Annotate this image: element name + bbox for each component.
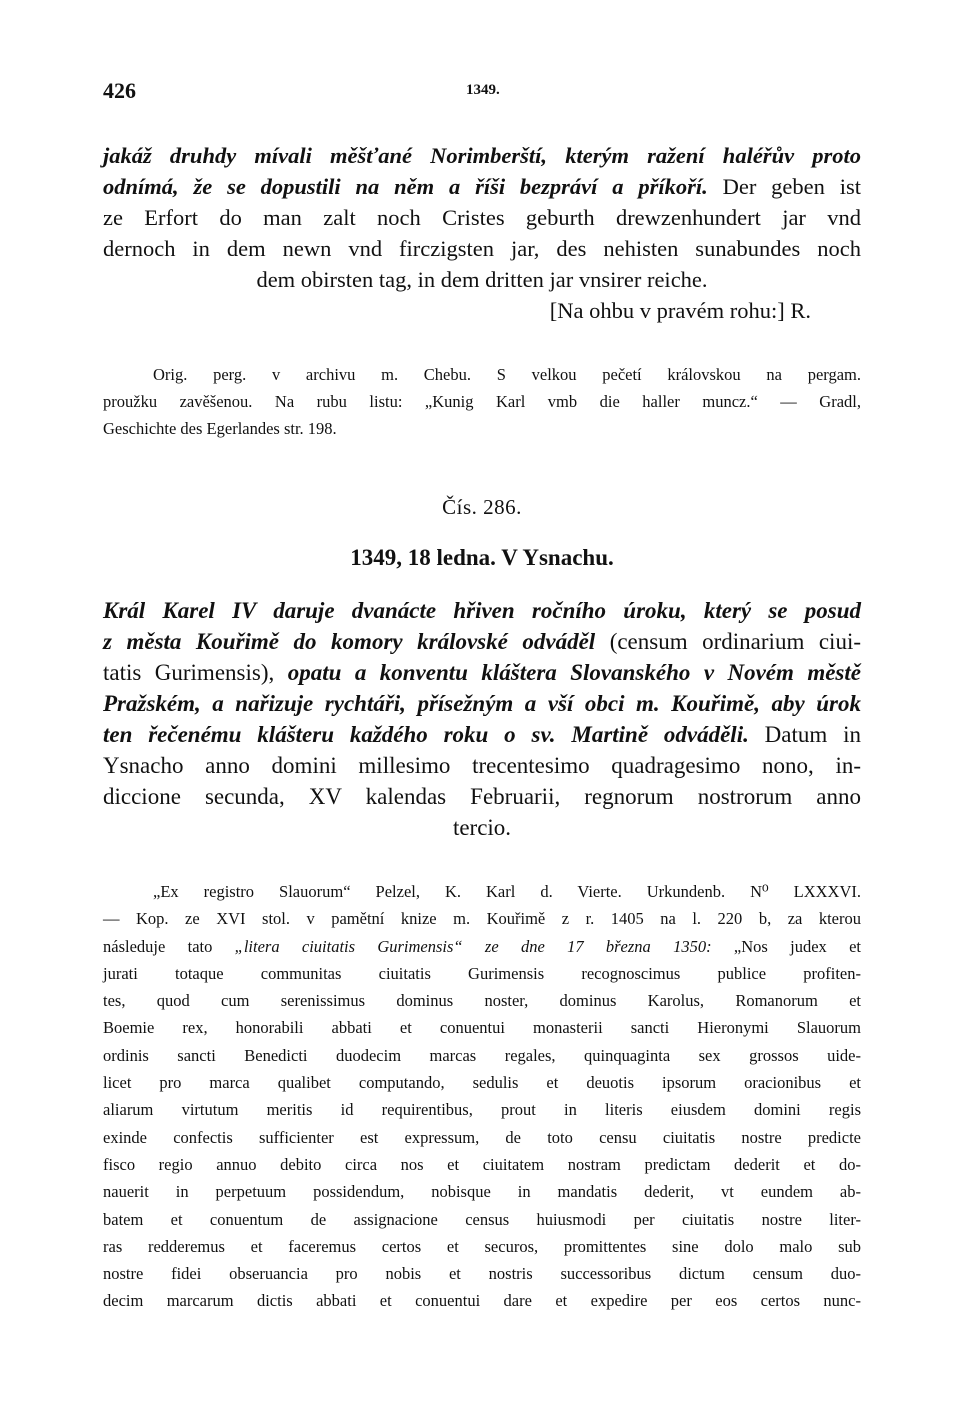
note-line: exinde confectis sufficienter est expressum, de toto censu ciuitatis nostre predicte [103, 1127, 861, 1147]
endorsement-note: [Na ohbu v pravém rohu:] R. [549, 298, 811, 323]
note-fragment: následuje tato [103, 936, 235, 956]
previous-document-ending [103, 140, 861, 326]
regest-italic-fragment: z města Kouřimě do komory královské odváděl [103, 629, 596, 654]
document-number: Čís. 286. [442, 495, 522, 519]
note-line: nauerit in perpetuum possidendum, nobisque in mandatis dederit, vt eundem ab- [103, 1182, 861, 1202]
regest-latin-fragment: (censum ordinarium ciui- [595, 629, 862, 654]
text-line: jakáž druhdy mívali měšťané Norimberští, kterým ražení haléřův proto [103, 143, 861, 168]
note-line: fisco regio annuo debito circa nos et ciuitatem nostram predictam dederit et do- [103, 1154, 861, 1174]
note-line: Orig. perg. v archivu m. Chebu. S velkou pečetí královskou na pergam. [153, 365, 861, 384]
text-line: dem obirsten tag, in dem dritten jar vnsirer reiche. [256, 267, 708, 292]
note-line: „Ex registro Slauorum“ Pelzel, K. Karl d. Vierte. Urkundenb. N⁰ LXXXVI. [153, 882, 861, 901]
note-line: ras redderemus et faceremus certos et securos, promittentes sine dolo malo sub [103, 1236, 861, 1256]
regest-italic-fragment: ten řečenému klášteru každého roku o sv. Martině odváděli. [103, 722, 749, 747]
note-line: ordinis sancti Benedicti duodecim marcas regales, quinquaginta sex grossos uide- [103, 1045, 861, 1065]
regest-latin-fragment: Datum in [748, 722, 861, 747]
note-italic-fragment: „litera ciuitatis Gurimensis“ ze dne 17 března 1350: [234, 936, 712, 956]
note-line: tes, quod cum serenissimus dominus noster, dominus Karolus, Romanorum et [103, 991, 861, 1011]
document-regest [103, 595, 861, 843]
note-line: proužku zavěšenou. Na rubu listu: „Kunig Karl vmb die haller muncz.“ — Gradl, [103, 392, 861, 411]
note-line: Boemie rex, honorabili abbati et conuentui monasterii sancti Hieronymi Slauorum [103, 1018, 861, 1038]
note-line: Geschichte des Egerlandes str. 198. [103, 419, 337, 438]
regest-line: tercio. [452, 815, 512, 840]
note-fragment: „Nos judex et [711, 936, 861, 956]
note-line: decim marcarum dictis abbati et conuentui dare et expedire per eos certos nunc- [103, 1291, 861, 1311]
czech-summary-fragment: odnímá, že se dopustili na něm a říši bezpráví a příkoří. [103, 174, 708, 199]
running-year: 1349. [466, 82, 500, 98]
note-line: jurati totaque communitas ciuitatis Gurimensis recognoscimus publice profiten- [103, 963, 861, 983]
regest-line [103, 626, 861, 657]
german-text-fragment: Der geben ist [707, 174, 861, 199]
note-line: — Kop. ze XVI stol. v pamětní knize m. Kouřimě z r. 1405 na l. 220 b, za kterou [103, 909, 861, 929]
regest-line: Král Karel IV daruje dvanácte hřiven ročního úroku, který se posud [103, 598, 861, 623]
running-header [103, 78, 861, 102]
regest-line: Ysnacho anno domini millesimo trecentesimo quadragesimo nono, in- [103, 753, 861, 778]
source-notes-and-transcript [103, 878, 861, 1315]
regest-italic-fragment: opatu a konventu kláštera Slovanského v Novém městě [287, 660, 861, 685]
note-line: batem et conuentum de assignacione census huiusmodi per ciuitatis nostre liter- [103, 1209, 861, 1229]
source-notes [103, 361, 861, 442]
document-date-place: 1349, 18 ledna. V Ysnachu. [350, 545, 614, 570]
text-line [103, 171, 861, 202]
regest-line [103, 657, 861, 688]
note-line: licet pro marca qualibet computando, sedulis et deuotis ipsorum oracionibus et [103, 1073, 861, 1093]
note-line [103, 933, 861, 960]
regest-line: diccione secunda, XV kalendas Februarii, regnorum nostrorum anno [103, 784, 861, 809]
note-line: aliarum virtutum meritis id requirentibus, prout in literis eiusdem domini regis [103, 1100, 861, 1120]
text-line: dernoch in dem newn vnd firczigsten jar, des nehisten sunabundes noch [103, 236, 861, 261]
note-line: nostre fidei obseruancia pro nobis et nostris successoribus dictum censum duo- [103, 1264, 861, 1284]
regest-line: Pražském, a nařizuje rychtáři, přísežným a vší obci m. Kouřimě, aby úrok [103, 691, 861, 716]
text-line: ze Erfort do man zalt noch Cristes geburth drewzenhundert jar vnd [103, 205, 861, 230]
regest-latin-fragment: tatis Gurimensis), [103, 660, 288, 685]
page-number: 426 [103, 78, 136, 103]
regest-line [103, 719, 861, 750]
